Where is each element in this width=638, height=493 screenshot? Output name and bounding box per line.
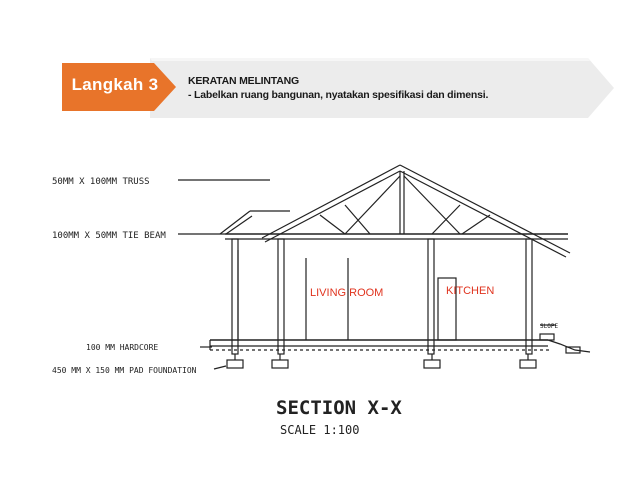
roof-left-slope — [262, 165, 400, 238]
room-kitchen: KITCHEN — [446, 285, 495, 297]
hardcore-label: 100 MM HARDCORE — [86, 343, 159, 352]
pad-foundation-label: 450 MM X 150 MM PAD FOUNDATION — [52, 366, 197, 375]
tie-beam-label: 100MM X 50MM TIE BEAM — [52, 231, 166, 241]
pad-foundations — [227, 354, 536, 368]
step-label: Langkah 3 — [71, 75, 159, 94]
slope-label: SLOPE — [540, 323, 559, 330]
column-4 — [526, 239, 532, 354]
lower-roof-slope — [220, 211, 250, 234]
truss-label: 50MM X 100MM TRUSS — [52, 177, 150, 187]
column-3 — [428, 239, 434, 354]
column-1 — [232, 239, 238, 354]
step-description: - Labelkan ruang bangunan, nyatakan spesifikasi dan dimensi. — [188, 89, 489, 101]
step-title: KERATAN MELINTANG — [188, 75, 299, 87]
column-2 — [278, 239, 284, 354]
room-living: LIVING ROOM — [310, 287, 384, 299]
roof-right-slope — [400, 165, 570, 253]
pad-leader — [214, 366, 226, 369]
section-scale: SCALE 1:100 — [280, 423, 360, 437]
section-title: SECTION X-X — [276, 397, 402, 419]
